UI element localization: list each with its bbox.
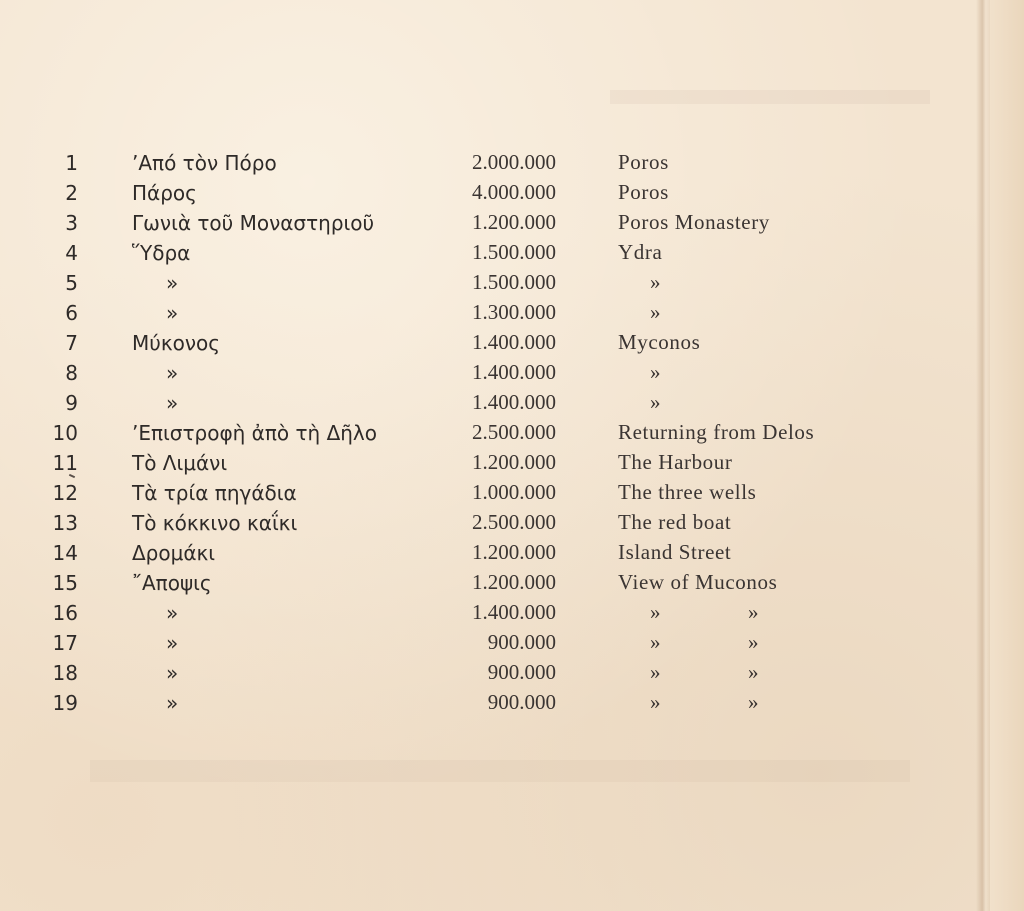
english-title: »	[650, 630, 662, 654]
greek-title: »	[166, 391, 179, 415]
entry-price: 1.500.000	[472, 240, 556, 264]
list-item	[0, 478, 980, 508]
english-title: Ydra	[618, 240, 663, 264]
entry-price: 1.400.000	[472, 390, 556, 414]
entry-price: 2.000.000	[472, 150, 556, 174]
entry-number: 12	[52, 481, 78, 505]
list-item	[0, 358, 980, 388]
greek-title: »	[166, 271, 179, 295]
english-title: »	[650, 300, 662, 324]
greek-title: ῎Αποψις	[132, 571, 212, 595]
list-item	[0, 148, 980, 178]
entry-price: 900.000	[487, 630, 556, 654]
list-item	[0, 688, 980, 718]
greek-title: »	[166, 691, 179, 715]
greek-title: Δρομάκι	[132, 541, 216, 565]
entry-price: 1.400.000	[472, 600, 556, 624]
english-title: The red boat	[618, 510, 732, 534]
entry-number: 7	[65, 331, 78, 355]
greek-title: Ὕδρα	[132, 241, 191, 265]
entry-number: 4	[65, 241, 78, 265]
entry-number: 15	[52, 571, 78, 595]
list-item	[0, 418, 980, 448]
english-title: Island Street	[618, 540, 732, 564]
entry-number: 9	[65, 391, 78, 415]
english-title: »	[650, 690, 662, 714]
list-item	[0, 448, 980, 478]
entry-price: 1.200.000	[472, 450, 556, 474]
entry-price: 2.500.000	[472, 420, 556, 444]
list-item	[0, 388, 980, 418]
entry-price: 900.000	[487, 660, 556, 684]
entry-price: 1.400.000	[472, 330, 556, 354]
entry-price: 2.500.000	[472, 510, 556, 534]
english-title: The Harbour	[618, 450, 733, 474]
greek-title: »	[166, 301, 179, 325]
entry-price: 1.500.000	[472, 270, 556, 294]
list-item	[0, 598, 980, 628]
entry-price: 1.300.000	[472, 300, 556, 324]
page-edge	[990, 0, 1024, 911]
entry-number: 14	[52, 541, 78, 565]
entry-number: 6	[65, 301, 78, 325]
greek-title: »	[166, 361, 179, 385]
greek-title: ’Επιστροφὴ ἀπὸ τὴ Δῆλο	[132, 421, 377, 445]
entry-number: 18	[52, 661, 78, 685]
entry-price: 1.200.000	[472, 540, 556, 564]
entry-price: 1.000.000	[472, 480, 556, 504]
english-title: View of Muconos	[618, 570, 778, 594]
entry-price: 900.000	[487, 690, 556, 714]
entry-number: 16	[52, 601, 78, 625]
list-item	[0, 628, 980, 658]
english-title: Returning from Delos	[618, 420, 815, 444]
entry-number: 11	[52, 451, 78, 475]
entry-number: 13	[52, 511, 78, 535]
entry-price: 4.000.000	[472, 180, 556, 204]
greek-title: »	[166, 661, 179, 685]
english-title: »	[650, 270, 662, 294]
greek-title: Μύκονος	[132, 331, 220, 355]
english-title: »	[650, 660, 662, 684]
list-item	[0, 178, 980, 208]
english-title: »	[650, 390, 662, 414]
list-item	[0, 568, 980, 598]
greek-title: Τὰ τρία πηγάδια	[132, 481, 297, 505]
list-item	[0, 508, 980, 538]
list-item	[0, 208, 980, 238]
entry-number: 19	[52, 691, 78, 715]
entry-number: 8	[65, 361, 78, 385]
english-ditto-mark: »	[748, 660, 760, 684]
greek-title: »	[166, 631, 179, 655]
show-through-mark	[610, 90, 930, 104]
entry-number: 1	[65, 151, 78, 175]
english-ditto-mark: »	[748, 630, 760, 654]
greek-title: Πάρος	[132, 181, 197, 205]
english-title: Poros	[618, 180, 669, 204]
english-title: Myconos	[618, 330, 701, 354]
artwork-price-list	[0, 148, 980, 718]
greek-title: »	[166, 601, 179, 625]
list-item	[0, 268, 980, 298]
greek-title: Τὸ κόκκινο καΐκι	[132, 511, 298, 535]
entry-number: 5	[65, 271, 78, 295]
english-title: »	[650, 360, 662, 384]
english-ditto-mark: »	[748, 600, 760, 624]
greek-title: Γωνιὰ τοῦ Μοναστηριοῦ	[132, 211, 375, 235]
list-item	[0, 328, 980, 358]
list-item	[0, 658, 980, 688]
list-item	[0, 298, 980, 328]
greek-title: ’Από τὸν Πόρο	[132, 151, 277, 175]
entry-price: 1.200.000	[472, 210, 556, 234]
english-title: Poros	[618, 150, 669, 174]
show-through-mark	[90, 760, 910, 782]
entry-number: 3	[65, 211, 78, 235]
english-ditto-mark: »	[748, 690, 760, 714]
greek-title: Τὸ Λιμάνι	[132, 451, 228, 475]
entry-price: 1.200.000	[472, 570, 556, 594]
english-title: »	[650, 600, 662, 624]
entry-number: 10	[52, 421, 78, 445]
english-title: Poros Monastery	[618, 210, 770, 234]
entry-price: 1.400.000	[472, 360, 556, 384]
english-title: The three wells	[618, 480, 757, 504]
list-item	[0, 538, 980, 568]
entry-number: 2	[65, 181, 78, 205]
entry-number: 17	[52, 631, 78, 655]
list-item	[0, 238, 980, 268]
